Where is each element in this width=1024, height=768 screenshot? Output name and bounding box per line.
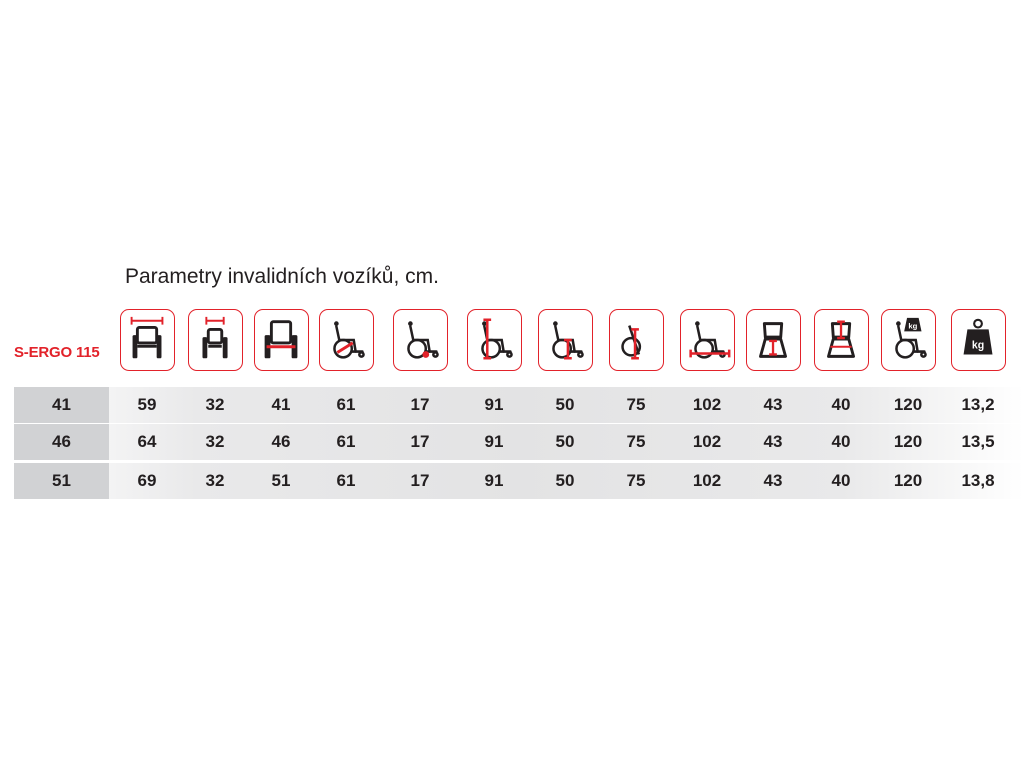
value-cell: 61 (336, 432, 356, 451)
value-cell: 40 (831, 471, 851, 490)
svg-text:kg: kg (971, 339, 985, 352)
value-cell: 102 (692, 395, 722, 414)
value-cell: 91 (484, 432, 504, 451)
folded-height-icon (609, 309, 664, 371)
value-cell: 120 (893, 432, 923, 451)
value-cell: 61 (336, 471, 356, 490)
value-cell: 13,2 (961, 395, 995, 414)
value-cell: 17 (410, 395, 430, 414)
value-cell: 91 (484, 395, 504, 414)
value-cell: 91 (484, 471, 504, 490)
size-cell: 51 (14, 463, 109, 499)
value-cell: 41 (271, 395, 291, 414)
value-cell: 17 (410, 432, 430, 451)
table-row (14, 463, 1024, 499)
value-cell: 102 (692, 432, 722, 451)
value-cell: 51 (271, 471, 291, 490)
svg-text:kg: kg (908, 321, 918, 331)
value-cell: 64 (137, 432, 157, 451)
size-cell: 41 (14, 387, 109, 423)
seat-height-icon (538, 309, 593, 371)
value-cell: 43 (763, 471, 783, 490)
seat-depth-icon (319, 309, 374, 371)
seat-size-icon (814, 309, 869, 371)
value-cell: 50 (555, 395, 575, 414)
weight-kg-icon (951, 309, 1006, 371)
value-cell: 43 (763, 432, 783, 451)
table-row (14, 387, 1024, 423)
value-cell: 75 (626, 432, 646, 451)
value-cell: 120 (893, 395, 923, 414)
total-length-icon (680, 309, 735, 371)
seat-width-icon (188, 309, 243, 371)
value-cell: 13,5 (961, 432, 995, 451)
value-cell: 43 (763, 395, 783, 414)
value-cell: 75 (626, 471, 646, 490)
value-cell: 102 (692, 471, 722, 490)
total-height-icon (467, 309, 522, 371)
value-cell: 50 (555, 471, 575, 490)
table-row (14, 424, 1024, 460)
value-cell: 50 (555, 432, 575, 451)
value-cell: 32 (205, 395, 225, 414)
value-cell: 13,8 (961, 471, 995, 490)
value-cell: 69 (137, 471, 157, 490)
backrest-height-icon (746, 309, 801, 371)
wheel-diameter-icon (393, 309, 448, 371)
value-cell: 120 (893, 471, 923, 490)
value-cell: 32 (205, 432, 225, 451)
folded-width-icon (254, 309, 309, 371)
size-cell: 46 (14, 424, 109, 460)
value-cell: 46 (271, 432, 291, 451)
front-width-icon (120, 309, 175, 371)
value-cell: 59 (137, 395, 157, 414)
value-cell: 40 (831, 432, 851, 451)
table-title: Parametry invalidních vozíků, cm. (125, 265, 439, 288)
value-cell: 61 (336, 395, 356, 414)
value-cell: 32 (205, 471, 225, 490)
value-cell: 40 (831, 395, 851, 414)
value-cell: 17 (410, 471, 430, 490)
model-name: S-ERGO 115 (14, 344, 100, 361)
max-load-kg-icon (881, 309, 936, 371)
value-cell: 75 (626, 395, 646, 414)
